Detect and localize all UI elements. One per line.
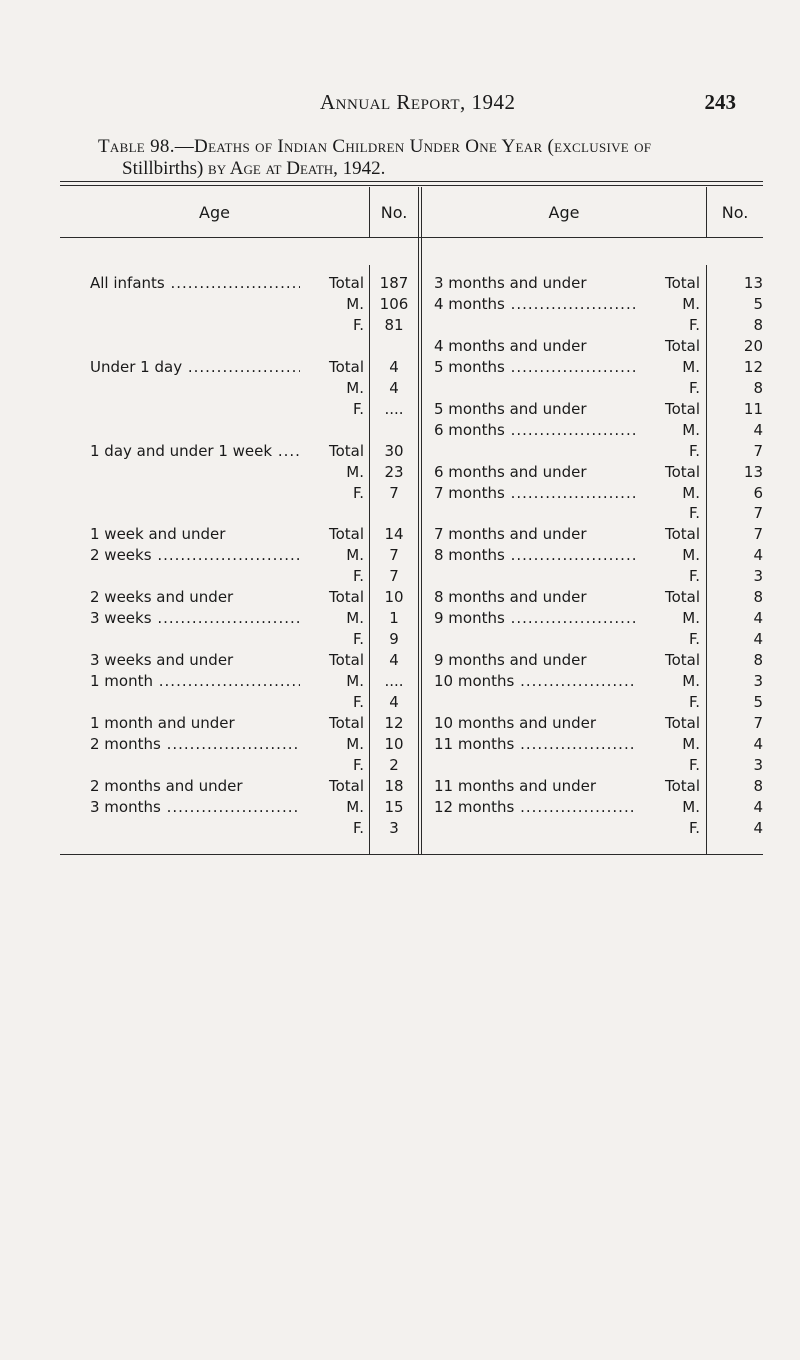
table-row — [0, 607, 800, 629]
table-row — [0, 272, 800, 294]
sex-label: F. — [636, 377, 700, 399]
age-label: 1 month ..... — [90, 670, 320, 692]
death-count: 8 — [753, 776, 763, 795]
death-count: 81 — [384, 315, 404, 334]
sex-label: Total — [300, 272, 364, 294]
right-no-header: No. — [721, 203, 749, 222]
caption-line-2 — [98, 158, 748, 180]
sex-label: M. — [300, 377, 364, 399]
sex-label: Total — [636, 712, 700, 734]
death-count: 5 — [753, 294, 763, 313]
death-count: 7 — [753, 525, 763, 544]
sex-label: F. — [300, 628, 364, 650]
sex-label: F. — [300, 482, 364, 504]
sex-label: M. — [636, 607, 700, 629]
running-head — [0, 90, 800, 120]
sex-label: Total — [636, 335, 700, 357]
death-count: 3 — [753, 567, 763, 586]
caption-line-1 — [98, 136, 748, 158]
death-count: 3 — [389, 818, 399, 837]
sex-label: F. — [636, 817, 700, 839]
table-top-rule — [60, 181, 763, 182]
age-label: 3 weeks ..... — [90, 607, 320, 629]
caption-title-part-3: by Age at Death, 1942. — [208, 158, 386, 179]
header-bottom-rule — [60, 237, 763, 238]
age-label: 8 months ..... — [434, 544, 660, 566]
death-count: 8 — [753, 651, 763, 670]
sex-label: F. — [300, 754, 364, 776]
death-count: 4 — [389, 693, 399, 711]
sex-label: M. — [300, 293, 364, 315]
sex-label: M. — [300, 461, 364, 483]
age-label: 9 months ..... — [434, 607, 660, 629]
death-count: 4 — [753, 797, 763, 816]
running-title: Annual Report, 1942 — [320, 90, 516, 114]
death-count: 12 — [384, 713, 404, 732]
sex-label: Total — [636, 398, 700, 420]
age-label: 10 months and under — [434, 713, 597, 732]
death-count: 1 — [389, 609, 399, 628]
table-row — [0, 419, 800, 441]
sex-label: F. — [636, 440, 700, 462]
sex-label: M. — [636, 796, 700, 818]
death-count: 9 — [389, 630, 399, 649]
table-bottom-rule — [60, 854, 763, 855]
death-count: 4 — [753, 630, 763, 649]
sex-label: Total — [300, 586, 364, 608]
death-count: 20 — [743, 336, 763, 355]
death-count: 7 — [389, 567, 399, 586]
sex-label: F. — [636, 314, 700, 336]
age-label: 3 months and under — [434, 274, 587, 292]
age-label: 12 months ..... — [434, 796, 660, 818]
death-count: 2 — [389, 755, 399, 774]
age-label: 11 months and under — [434, 776, 597, 795]
sex-label: F. — [636, 502, 700, 524]
table-row — [0, 314, 800, 336]
age-label: 2 months ..... — [90, 733, 320, 755]
table-row — [0, 293, 800, 315]
table-row — [0, 502, 800, 524]
age-label: Under 1 day ..... — [90, 356, 320, 378]
death-count: 4 — [753, 609, 763, 628]
death-count: 6 — [753, 483, 763, 502]
death-count: 4 — [753, 734, 763, 753]
death-count: 8 — [753, 378, 763, 397]
table-row — [0, 565, 800, 587]
table-row — [0, 440, 800, 462]
death-count: 4 — [389, 357, 399, 376]
age-label: 7 months and under — [434, 525, 587, 544]
death-count: 8 — [753, 315, 763, 334]
sex-label: M. — [300, 607, 364, 629]
death-count: .... — [384, 672, 404, 691]
caption-title-part-1: —Deaths of Indian Children Under One Year (exclusive of — [174, 136, 652, 157]
sex-label: Total — [300, 649, 364, 671]
age-label: 11 months ..... — [434, 733, 660, 755]
sex-label: Total — [300, 712, 364, 734]
death-count: 30 — [384, 441, 404, 460]
sex-label: F. — [636, 628, 700, 650]
death-count: 14 — [384, 525, 404, 544]
death-count: 4 — [753, 818, 763, 837]
death-count: 7 — [753, 441, 763, 460]
table-row — [0, 733, 800, 755]
death-count: 10 — [384, 588, 404, 607]
death-count: 4 — [389, 378, 399, 397]
right-age-header: Age — [548, 203, 580, 222]
death-count: 7 — [753, 504, 763, 523]
left-age-header: Age — [199, 203, 230, 222]
age-label: 10 months ..... — [434, 670, 660, 692]
table-caption — [98, 136, 748, 180]
sex-label: F. — [300, 314, 364, 336]
death-count: 11 — [743, 399, 763, 418]
age-label: 2 weeks and under — [90, 588, 234, 607]
death-count: 13 — [743, 462, 763, 481]
sex-label: M. — [636, 544, 700, 566]
sex-label: F. — [636, 565, 700, 587]
table-row — [0, 754, 800, 776]
sex-label: F. — [300, 691, 364, 713]
sex-label: M. — [636, 670, 700, 692]
sex-label: Total — [636, 649, 700, 671]
table-row — [0, 398, 800, 420]
death-count: .... — [384, 399, 404, 418]
sex-label: M. — [636, 482, 700, 504]
death-count: 4 — [753, 546, 763, 565]
table-row — [0, 544, 800, 566]
death-count: 13 — [743, 274, 763, 292]
death-count: 15 — [384, 797, 404, 816]
sex-label: F. — [636, 691, 700, 713]
table-row — [0, 628, 800, 650]
age-label: 3 months ..... — [90, 796, 320, 818]
table-top-rule-inner — [60, 185, 763, 186]
sex-label: Total — [636, 586, 700, 608]
table-row — [0, 775, 800, 797]
age-label: 6 months and under — [434, 462, 587, 481]
age-label: 2 months and under — [90, 776, 243, 795]
table-row — [0, 796, 800, 818]
death-count: 12 — [743, 357, 763, 376]
sex-label: M. — [300, 670, 364, 692]
table-row — [0, 817, 800, 839]
table-row — [0, 335, 800, 357]
death-count: 18 — [384, 776, 404, 795]
age-label: All infants ..... — [90, 272, 320, 294]
table-row — [0, 649, 800, 671]
age-label: 7 months ..... — [434, 482, 660, 504]
age-label: 4 months and under — [434, 336, 587, 355]
table-row — [0, 356, 800, 378]
death-count: 8 — [753, 588, 763, 607]
caption-title-part-2: Stillbirths) — [122, 158, 204, 179]
sex-label: M. — [636, 419, 700, 441]
age-label: 2 weeks ..... — [90, 544, 320, 566]
death-count: 4 — [389, 651, 399, 670]
left-no-header: No. — [380, 203, 408, 222]
sex-label: Total — [300, 440, 364, 462]
sex-label: M. — [300, 733, 364, 755]
sex-label: M. — [636, 356, 700, 378]
caption-label: Table 98. — [98, 136, 175, 157]
death-count: 7 — [753, 713, 763, 732]
death-count: 10 — [384, 734, 404, 753]
age-label: 4 months ..... — [434, 293, 660, 315]
age-label: 5 months ..... — [434, 356, 660, 378]
sex-label: Total — [636, 775, 700, 797]
sex-label: Total — [300, 356, 364, 378]
table-row — [0, 586, 800, 608]
death-count: 106 — [379, 294, 409, 313]
death-count: 7 — [389, 546, 399, 565]
death-count: 23 — [384, 462, 404, 481]
sex-label: Total — [300, 775, 364, 797]
age-label: 9 months and under — [434, 651, 587, 670]
table-row — [0, 461, 800, 483]
death-count: 4 — [753, 420, 763, 439]
age-label: 3 weeks and under — [90, 651, 234, 670]
age-label: 5 months and under — [434, 399, 587, 418]
sex-label: Total — [636, 461, 700, 483]
death-count: 187 — [379, 274, 409, 292]
age-label: 6 months ..... — [434, 419, 660, 441]
sex-label: M. — [300, 796, 364, 818]
table-row — [0, 377, 800, 399]
sex-label: Total — [636, 523, 700, 545]
death-count: 7 — [389, 483, 399, 502]
table-row — [0, 523, 800, 545]
table-row — [0, 691, 800, 713]
sex-label: M. — [300, 544, 364, 566]
page-number: 243 — [704, 90, 736, 114]
sex-label: M. — [636, 733, 700, 755]
sex-label: M. — [636, 293, 700, 315]
table-row — [0, 712, 800, 734]
death-count: 3 — [753, 672, 763, 691]
age-label: 1 week and under — [90, 525, 226, 544]
death-count: 5 — [753, 693, 763, 711]
sex-label: Total — [636, 272, 700, 294]
death-count: 3 — [753, 755, 763, 774]
sex-label: F. — [300, 398, 364, 420]
age-label: 8 months and under — [434, 588, 587, 607]
sex-label: Total — [300, 523, 364, 545]
sex-label: F. — [300, 565, 364, 587]
table-row — [0, 670, 800, 692]
table-row — [0, 482, 800, 504]
age-label: 1 day and under 1 week ..... — [90, 440, 320, 462]
sex-label: F. — [636, 754, 700, 776]
sex-label: F. — [300, 817, 364, 839]
age-label: 1 month and under — [90, 713, 235, 732]
